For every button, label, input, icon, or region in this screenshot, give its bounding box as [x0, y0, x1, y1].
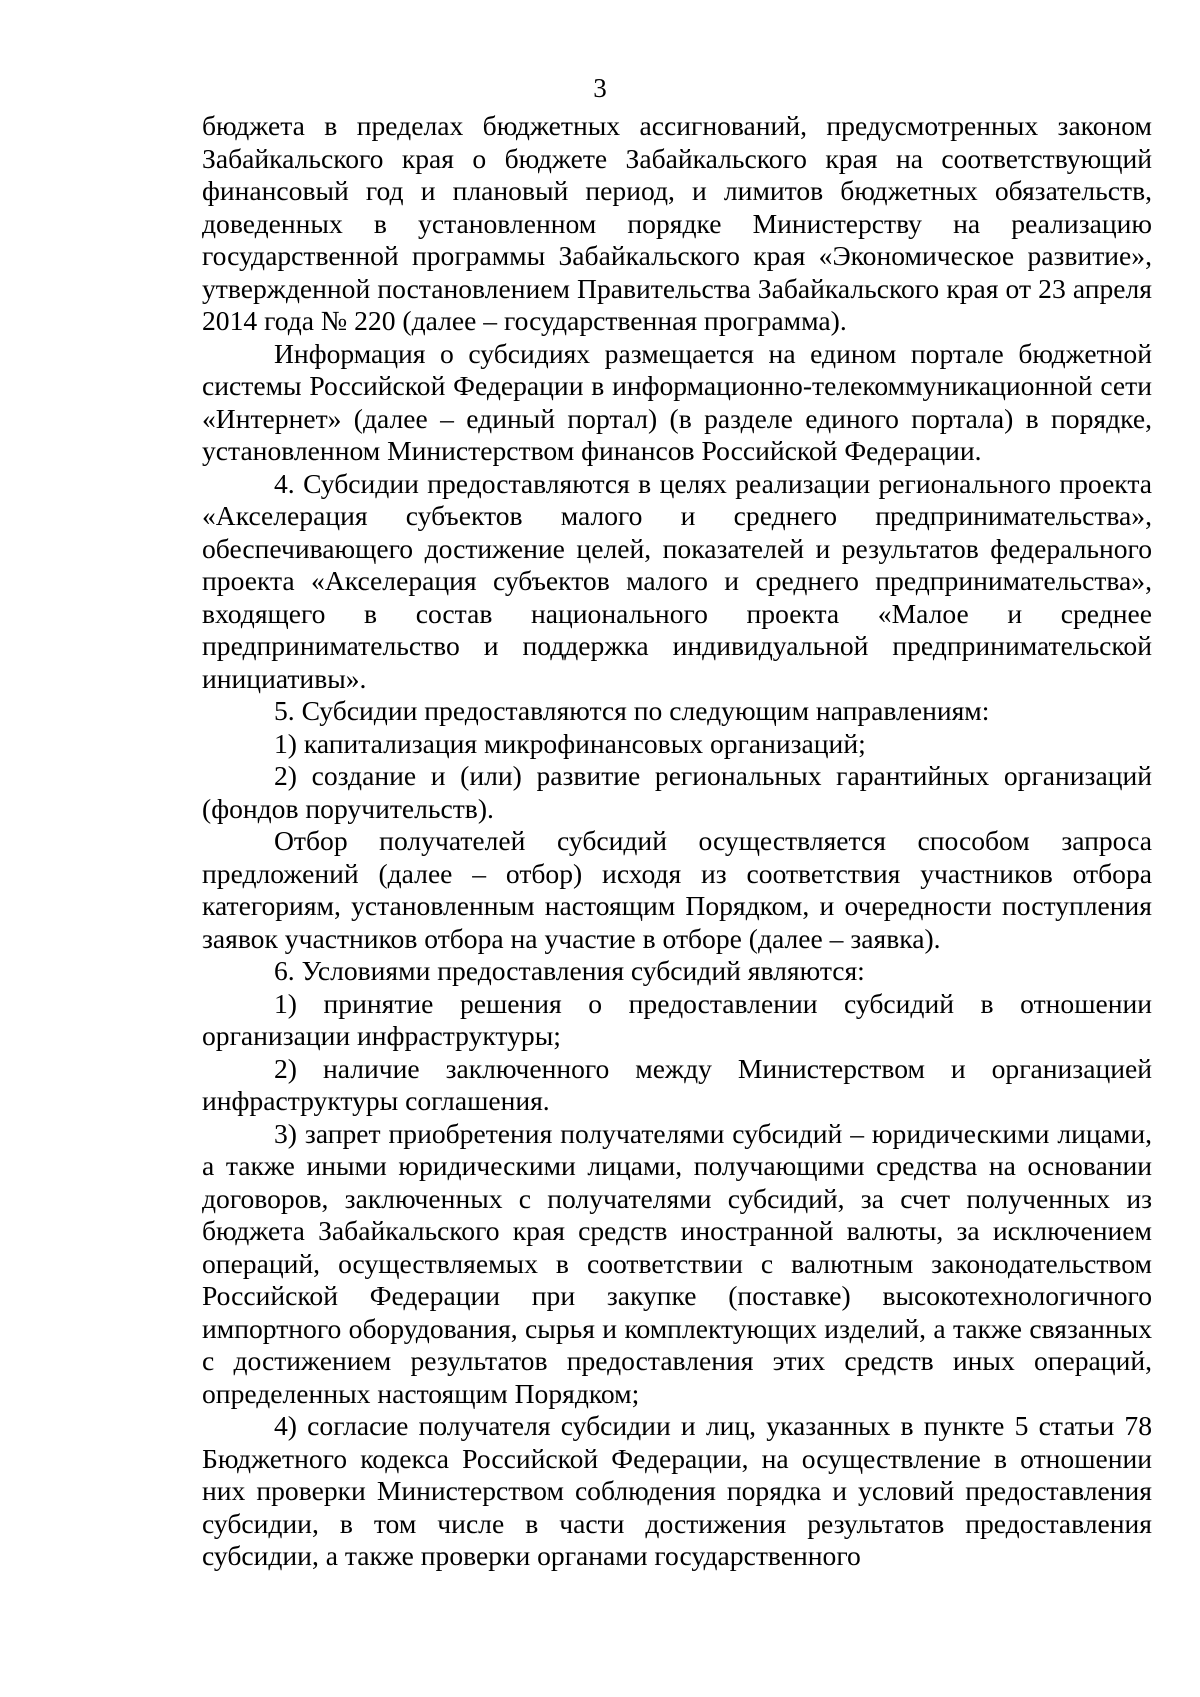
paragraph-subsidy-info: Информация о субсидиях размещается на едином портале бюджетной системы Российской Федерации в информационно-телекоммуникационной сети «Интернет» (далее – единый портал) (в разделе единого портала) в порядке, установленном Министерством финансов Российской Федерации.	[202, 337, 1152, 466]
paragraph-item-6-1: 1) принятие решения о предоставлении субсидий в отношении организации инфраструктуры;	[202, 987, 1152, 1051]
paragraph-item-6-2: 2) наличие заключенного между Министерством и организацией инфраструктуры соглашения.	[202, 1052, 1152, 1116]
paragraph-item-5-1: 1) капитализация микрофинансовых организаций;	[274, 727, 866, 759]
paragraph-item-5: 5. Субсидии предоставляются по следующим направлениям:	[274, 695, 990, 726]
document-body	[202, 110, 1152, 1573]
paragraph-item-6-3: 3) запрет приобретения получателями субсидий – юридическими лицами, а также иными юридическими лицами, получающими средства на основании договоров, заключенных с получателями субсидий, за счет полученных из бюджета Забайкальского края средств иностранной валюты, за исключением операций, осуществляемых в соответствии с валютным законодательством Российской Федерации при закупке (поставке) высокотехнологичного импортного оборудования, сырья и комплектующих изделий, а также связанных с достижением результатов предоставления этих средств иных операций, определенных настоящим Порядком;	[202, 1117, 1152, 1409]
paragraph-selection: Отбор получателей субсидий осуществляется способом запроса предложений (далее – отбор) исходя из соответствия участников отбора категориям, установленным настоящим Порядком, и очередности поступления заявок участников отбора на участие в отборе (далее – заявка).	[202, 825, 1152, 954]
paragraph-item-6: 6. Условиями предоставления субсидий являются:	[274, 955, 865, 986]
paragraph-item-6-4: 4) согласие получателя субсидии и лиц, указанных в пункте 5 статьи 78 Бюджетного кодекса Российской Федерации, на осуществление в отношении них проверки Министерством соблюдения порядка и условий предоставления субсидии, в том числе в части достижения результатов предоставления субсидии, а также проверки органами государственного	[202, 1410, 1152, 1571]
paragraph-item-4: 4. Субсидии предоставляются в целях реализации регионального проекта «Акселерация субъектов малого и среднего предпринимательства», обеспечивающего достижение целей, показателей и результатов федерального проекта «Акселерация субъектов малого и среднего предпринимательства», входящего в состав национального проекта «Малое и среднее предпринимательство и поддержка индивидуальной предпринимательской инициативы».	[202, 467, 1152, 694]
page-number: 3	[593, 73, 607, 103]
paragraph-item-5-2: 2) создание и (или) развитие региональных гарантийных организаций (фондов поручительств).	[202, 760, 1152, 824]
paragraph-budget-continuation: бюджета в пределах бюджетных ассигнований, предусмотренных законом Забайкальского края о бюджете Забайкальского края на соответствующий финансовый год и плановый период, и лимитов бюджетных обязательств, доведенных в установленном порядке Министерству на реализацию государственной программы Забайкальского края «Экономическое развитие», утвержденной постановлением Правительства Забайкальского края от 23 апреля 2014 года № 220 (далее – государственная программа).	[202, 110, 1152, 336]
